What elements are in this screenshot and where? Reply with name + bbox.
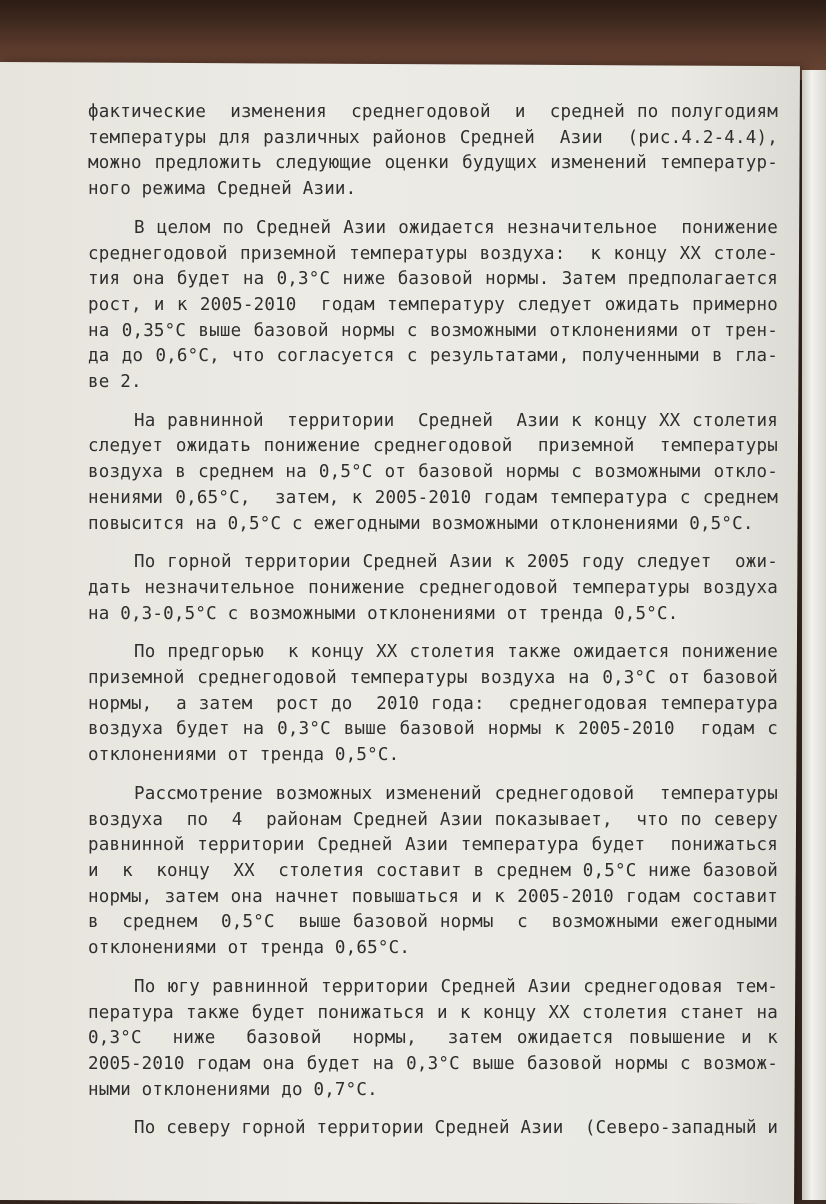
text-line: По северу горной территории Средней Азии (Северо-западный и <box>134 1118 779 1139</box>
paragraph <box>88 782 778 962</box>
text-line: фактические изменения среднегодовой и средней по полугодиям <box>88 102 778 122</box>
paragraph <box>88 640 778 769</box>
paragraph <box>88 216 778 396</box>
text-line: дать незначительное понижение среднегодовой температуры воздуха <box>88 577 778 598</box>
text-line: в среднем 0,5°С выше базовой нормы с возможными ежегодными <box>88 912 778 933</box>
text-line: тия она будет на 0,3°С ниже базовой нормы. Затем предполагается <box>88 269 778 290</box>
text-line: ными отклонениями до 0,7°С. <box>88 1079 378 1100</box>
text-line: воздуха по 4 районам Средней Азии показывает, что по северу <box>88 809 778 830</box>
text-line: Рассмотрение возможных изменений среднегодовой температуры <box>134 783 778 804</box>
text-line: По югу равнинной территории Средней Азии среднегодовая тем- <box>134 976 778 997</box>
text-line: рост, и к 2005-2010 годам температуру следует ожидать примерно <box>88 294 778 315</box>
paragraph <box>88 100 778 203</box>
text-line: ве 2. <box>88 372 142 393</box>
page-text <box>88 100 778 1142</box>
text-line: нениями 0,65°С, затем, к 2005-2010 годам температура с среднем <box>88 487 778 508</box>
paragraph <box>88 975 778 1104</box>
text-line: нормы, затем она начнет повышаться и к 2005-2010 годам составит <box>88 886 778 907</box>
text-line: следует ожидать понижение среднегодовой приземной температуры <box>88 436 778 457</box>
text-line: равнинной территории Средней Азии температура будет понижаться <box>88 835 778 856</box>
text-line: По предгорью к концу XX столетия также ожидается понижение <box>134 642 778 663</box>
text-line: температуры для различных районов Средней Азии (рис.4.2-4.4), <box>88 127 778 148</box>
text-line: В целом по Средней Азии ожидается незначительное понижение <box>134 217 778 238</box>
text-line: На равнинной территории Средней Азии к концу XX столетия <box>134 410 778 431</box>
text-line: отклонениями от тренда 0,65°С. <box>88 938 411 959</box>
text-line: приземной среднегодовой температуры воздуха на 0,3°С от базовой <box>88 668 778 689</box>
text-line: 2005-2010 годам она будет на 0,3°С выше базовой нормы с возмож- <box>88 1053 778 1074</box>
paragraph <box>88 1116 778 1142</box>
text-line: повысится на 0,5°С с ежегодными возможными отклонениями 0,5°С. <box>88 513 754 534</box>
text-line: и к концу XX столетия составит в среднем 0,5°С ниже базовой <box>88 860 778 881</box>
text-line: нормы, а затем рост до 2010 года: среднегодовая температура <box>88 693 778 714</box>
text-line: среднегодовой приземной температуры воздуха: к концу XX столе- <box>88 243 778 264</box>
text-line: воздуха будет на 0,3°С выше базовой нормы к 2005-2010 годам с <box>88 719 778 740</box>
paragraph <box>88 409 778 538</box>
text-line: воздуха в среднем на 0,5°С от базовой нормы с возможными откло- <box>88 462 778 483</box>
text-line: можно предложить следующие оценки будущих изменений температур- <box>88 153 778 174</box>
text-line: ного режима Средней Азии. <box>88 179 357 200</box>
text-line: пература также будет понижаться и к концу XX столетия станет на <box>88 1002 778 1023</box>
text-line: да до 0,6°С, что согласуется с результатами, полученными в гла- <box>88 346 778 367</box>
text-line: на 0,35°С выше базовой нормы с возможными отклонениями от трен- <box>88 320 778 341</box>
text-line: на 0,3-0,5°С с возможными отклонениями от тренда 0,5°С. <box>88 603 679 624</box>
next-page-edge <box>802 70 826 1200</box>
paragraph <box>88 550 778 627</box>
text-line: отклонениями от тренда 0,5°С. <box>88 745 400 766</box>
text-line: 0,3°С ниже базовой нормы, затем ожидается повышение и к <box>88 1028 778 1049</box>
text-line: По горной территории Средней Азии к 2005 году следует ожи- <box>134 552 778 573</box>
